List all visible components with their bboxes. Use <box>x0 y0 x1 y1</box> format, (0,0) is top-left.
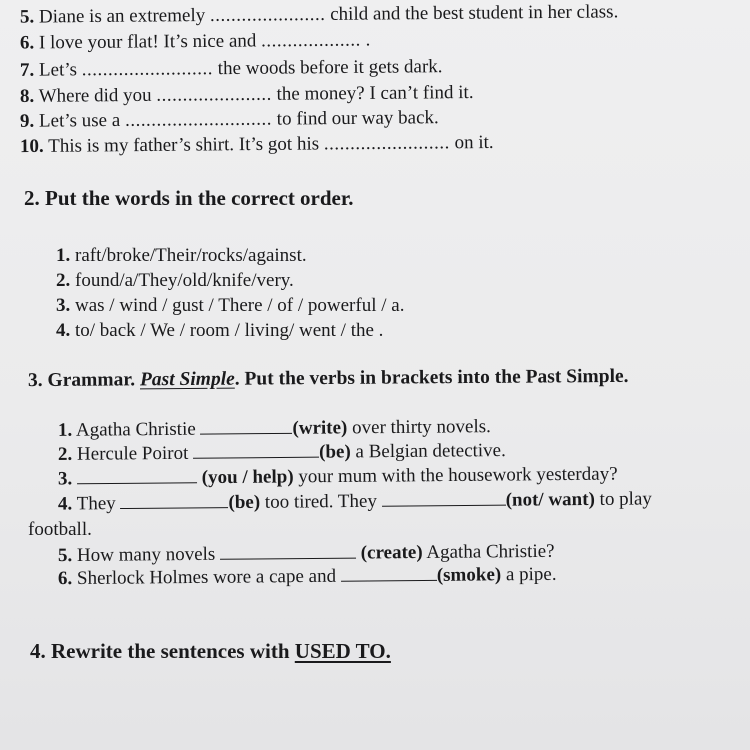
ex3-item-3: 3. (you / help) your mum with the housework yesterday? <box>57 463 618 490</box>
ex2-item-2: 2. found/a/They/old/knife/very. <box>56 270 294 291</box>
ex2-item-4: 4. to/ back / We / room / living/ went / the . <box>56 320 384 341</box>
answer-blank[interactable] <box>120 492 228 509</box>
ex1-line-8: 8. Where did you ...................... the money? I can’t find it. <box>19 82 474 107</box>
ex3-item-6: 6. Sherlock Holmes wore a cape and (smoke) a pipe. <box>57 563 557 590</box>
answer-blank[interactable] <box>200 418 292 435</box>
ex1-line-7: 7. Let’s ......................... the woods before it gets dark. <box>19 56 443 81</box>
ex2-item-3: 3. was / wind / gust / There / of / powerful / a. <box>56 295 405 316</box>
answer-blank[interactable] <box>220 543 356 560</box>
answer-blank[interactable] <box>193 442 319 459</box>
ex2-heading: 2. Put the words in the correct order. <box>24 186 354 210</box>
ex1-line-5: 5. Diane is an extremely ...................... child and the best student in her class. <box>19 1 619 28</box>
ex3-item-4-continuation: football. <box>28 519 92 540</box>
answer-blank[interactable] <box>77 467 197 484</box>
ex1-line-9: 9. Let’s use a ............................ to find our way back. <box>19 107 439 132</box>
ex4-emphasis: USED TO. <box>294 639 391 663</box>
ex3-item-5: 5. How many novels (create) Agatha Christie? <box>57 540 555 567</box>
answer-blank[interactable] <box>382 490 506 507</box>
ex1-line-6: 6. I love your flat! It’s nice and ................... . <box>19 29 371 54</box>
ex3-heading: 3. Grammar. Past Simple. Put the verbs in brackets into the Past Simple. <box>27 365 629 392</box>
ex4-heading: 4. Rewrite the sentences with USED TO. <box>30 639 391 663</box>
answer-blank[interactable] <box>341 565 437 582</box>
ex2-item-1: 1. raft/broke/Their/rocks/against. <box>56 245 307 266</box>
ex3-tense: Past Simple <box>139 368 235 391</box>
ex3-item-1: 1. Agatha Christie (write) over thirty novels. <box>57 416 491 441</box>
ex3-item-2: 2. Hercule Poirot (be) a Belgian detective. <box>57 440 506 465</box>
ex3-item-4: 4. They (be) too tired. They (not/ want) to play <box>57 488 652 515</box>
ex1-line-10: 10. This is my father’s shirt. It’s got his ........................ on it. <box>19 131 494 158</box>
